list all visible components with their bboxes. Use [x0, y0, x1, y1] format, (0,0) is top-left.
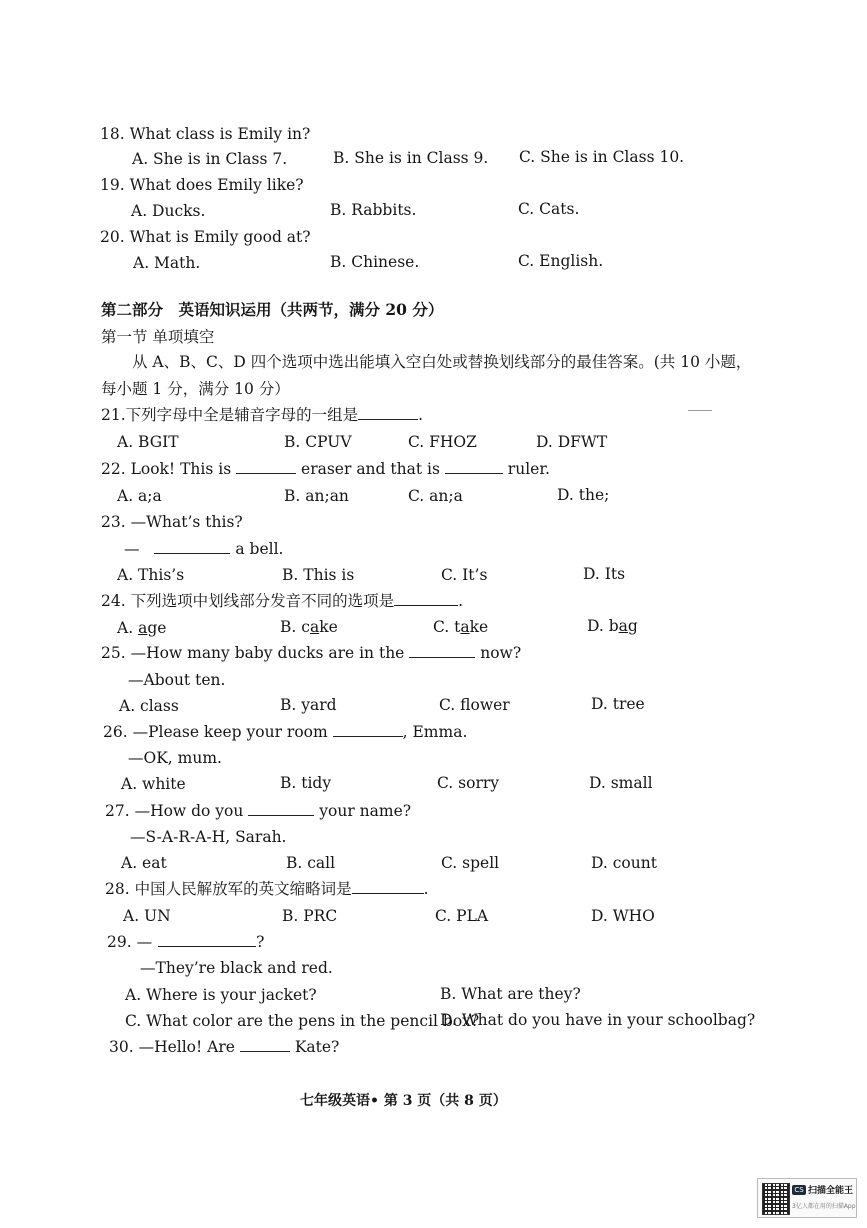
q25-part1: 25. —How many baby ducks are in the: [101, 644, 405, 662]
q20-number: 20.: [100, 228, 125, 246]
instructions-line2: 每小题 1 分，满分 10 分）: [101, 380, 290, 398]
q30-part2: Kate?: [294, 1038, 340, 1056]
q23-option-b[interactable]: B. This is: [282, 566, 355, 584]
q27-option-b[interactable]: B. call: [286, 854, 336, 872]
q29-part1: 29. —: [107, 933, 153, 951]
q25-option-b[interactable]: B. yard: [280, 696, 337, 714]
section1-title: 第一节 单项填空: [101, 328, 215, 346]
q27-part1: 27. —How do you: [105, 802, 244, 820]
scanner-app-name: 扫描全能王: [808, 1186, 854, 1196]
q25-stem: [101, 643, 521, 663]
q23-end: a bell.: [235, 540, 284, 558]
q28-option-c[interactable]: C. PLA: [435, 907, 489, 925]
q27-answer-line: —S-A-R-A-H, Sarah.: [130, 828, 287, 846]
q22-option-d[interactable]: D. the;: [557, 486, 610, 504]
q18-text: What class is Emily in?: [129, 125, 311, 143]
q20-option-b[interactable]: B. Chinese.: [330, 253, 420, 271]
q26-blank[interactable]: [333, 722, 403, 737]
q23-option-d[interactable]: D. Its: [583, 565, 626, 583]
q28-text: 28. 中国人民解放军的英文缩略词是: [105, 880, 352, 898]
q24-option-b[interactable]: [280, 617, 338, 637]
q25-option-a[interactable]: A. class: [119, 697, 179, 715]
q24-blank[interactable]: [394, 591, 458, 606]
q24-option-c[interactable]: [433, 617, 488, 637]
q28-end: .: [423, 880, 429, 898]
q23-option-c[interactable]: C. It’s: [441, 566, 488, 584]
stray-mark: [688, 410, 712, 411]
q18-option-a[interactable]: A. She is in Class 7.: [132, 150, 288, 168]
q23-option-a[interactable]: A. This’s: [117, 566, 185, 584]
q24-a-suffix: ge: [147, 619, 167, 637]
q21-option-c[interactable]: C. FHOZ: [408, 433, 477, 451]
q19-option-c[interactable]: C. Cats.: [518, 200, 580, 218]
page-footer: 七年级英语• 第 3 页（共 8 页）: [300, 1093, 507, 1109]
q27-option-d[interactable]: D. count: [591, 854, 657, 872]
q24-c-suffix: ke: [469, 618, 489, 636]
q22-part3: ruler.: [507, 460, 550, 478]
q22-blank1[interactable]: [236, 459, 296, 474]
q27-part2: your name?: [319, 802, 412, 820]
q28-option-b[interactable]: B. PRC: [282, 907, 338, 925]
q28-blank[interactable]: [352, 879, 424, 894]
q20-option-a[interactable]: A. Math.: [133, 254, 201, 272]
q26-option-a[interactable]: A. white: [121, 775, 186, 793]
q24-a-underlined: a: [138, 619, 148, 637]
q22-option-c[interactable]: C. an;a: [408, 487, 463, 505]
q29-answer-line: —They’re black and red.: [140, 959, 333, 977]
q29-option-c[interactable]: C. What color are the pens in the pencil box?: [125, 1012, 480, 1030]
part2-title: 第二部分 英语知识运用（共两节，满分 20 分）: [101, 300, 444, 319]
q19-text: What does Emily like?: [129, 176, 304, 194]
q29-blank[interactable]: [158, 932, 256, 947]
q24-end: .: [458, 592, 464, 610]
q18-stem: [100, 124, 310, 144]
q27-option-c[interactable]: C. spell: [441, 854, 500, 872]
scanner-tagline: 3亿人都在用的扫描App: [792, 1203, 856, 1210]
instructions-line1: 从 A、B、C、D 四个选项中选出能填入空白处或替换划线部分的最佳答案。(共 10 小题，: [132, 353, 752, 371]
q22-blank2[interactable]: [445, 459, 503, 474]
q28-option-d[interactable]: D. WHO: [591, 907, 655, 925]
q26-part1: 26. —Please keep your room: [103, 723, 328, 741]
q24-b-suffix: ke: [319, 618, 338, 636]
q22-part1: 22. Look! This is: [101, 460, 232, 478]
q26-option-d[interactable]: D. small: [589, 774, 653, 792]
q21-text: 21.下列字母中全是辅音字母的一组是: [101, 406, 359, 424]
q20-option-c[interactable]: C. English.: [518, 252, 604, 270]
q20-text: What is Emily good at?: [129, 228, 311, 246]
q26-part2: , Emma.: [402, 723, 468, 741]
q26-answer-line: —OK, mum.: [128, 749, 222, 767]
q24-a-prefix: A.: [117, 619, 139, 637]
q24-d-prefix: D. b: [587, 617, 619, 635]
q25-option-c[interactable]: C. flower: [439, 696, 510, 714]
q24-stem: [101, 591, 463, 611]
q28-option-a[interactable]: A. UN: [123, 907, 171, 925]
q21-option-a[interactable]: A. BGIT: [117, 433, 179, 451]
q25-part2: now?: [480, 644, 522, 662]
q24-b-underlined: a: [309, 618, 320, 636]
q23-answer-line: [124, 539, 283, 559]
scanner-logo-badge: CS: [792, 1185, 806, 1195]
q21-end: .: [418, 406, 424, 424]
q20-stem: [100, 227, 311, 247]
q24-b-prefix: B. c: [280, 618, 310, 636]
q21-stem: [101, 405, 423, 425]
q23-stem: 23. —What’s this?: [101, 513, 243, 531]
q21-blank[interactable]: [358, 405, 418, 420]
q29-option-b[interactable]: B. What are they?: [440, 985, 581, 1003]
q24-c-underlined: a: [460, 618, 470, 636]
qr-code-icon: [762, 1183, 790, 1215]
q23-blank[interactable]: [154, 539, 230, 554]
q23-dash: —: [124, 540, 140, 558]
q21-option-b[interactable]: B. CPUV: [284, 433, 352, 451]
q25-blank[interactable]: [409, 643, 475, 658]
q28-stem: [105, 879, 429, 899]
q27-option-a[interactable]: A. eat: [121, 854, 167, 872]
q24-option-a[interactable]: [117, 618, 166, 638]
q18-option-b[interactable]: B. She is in Class 9.: [333, 149, 489, 167]
q26-option-b[interactable]: B. tidy: [280, 774, 332, 792]
q18-number: 18.: [100, 125, 125, 143]
q22-part2: eraser and that is: [301, 460, 440, 478]
q29-part2: ?: [256, 933, 265, 951]
q24-c-prefix: C. t: [433, 618, 461, 636]
q27-stem: [105, 801, 411, 821]
scanner-watermark: [757, 1178, 857, 1218]
q21-option-d[interactable]: D. DFWT: [536, 433, 608, 451]
q25-option-d[interactable]: D. tree: [591, 695, 645, 713]
q26-option-c[interactable]: C. sorry: [437, 774, 500, 792]
q29-option-a[interactable]: A. Where is your jacket?: [125, 986, 317, 1004]
q27-blank[interactable]: [248, 801, 314, 816]
q22-option-b[interactable]: B. an;an: [284, 487, 349, 505]
q24-d-suffix: g: [627, 617, 638, 635]
q30-part1: 30. —Hello! Are: [109, 1038, 235, 1056]
q22-option-a[interactable]: A. a;a: [117, 487, 162, 505]
q19-option-a[interactable]: A. Ducks.: [131, 202, 206, 220]
q30-stem: [109, 1037, 339, 1057]
q25-answer-line: —About ten.: [128, 671, 226, 689]
q24-d-underlined: a: [618, 617, 628, 635]
q29-option-d[interactable]: D. What do you have in your schoolbag?: [440, 1011, 756, 1029]
q26-stem: [103, 722, 467, 742]
q19-number: 19.: [100, 176, 125, 194]
q24-text: 24. 下列选项中划线部分发音不同的选项是: [101, 592, 395, 610]
q19-option-b[interactable]: B. Rabbits.: [330, 201, 417, 219]
q22-stem: [101, 459, 550, 479]
q18-option-c[interactable]: C. She is in Class 10.: [519, 148, 685, 166]
q29-stem: [107, 932, 264, 952]
q30-blank[interactable]: [240, 1037, 290, 1052]
q19-stem: [100, 175, 304, 195]
q24-option-d[interactable]: [587, 616, 638, 636]
